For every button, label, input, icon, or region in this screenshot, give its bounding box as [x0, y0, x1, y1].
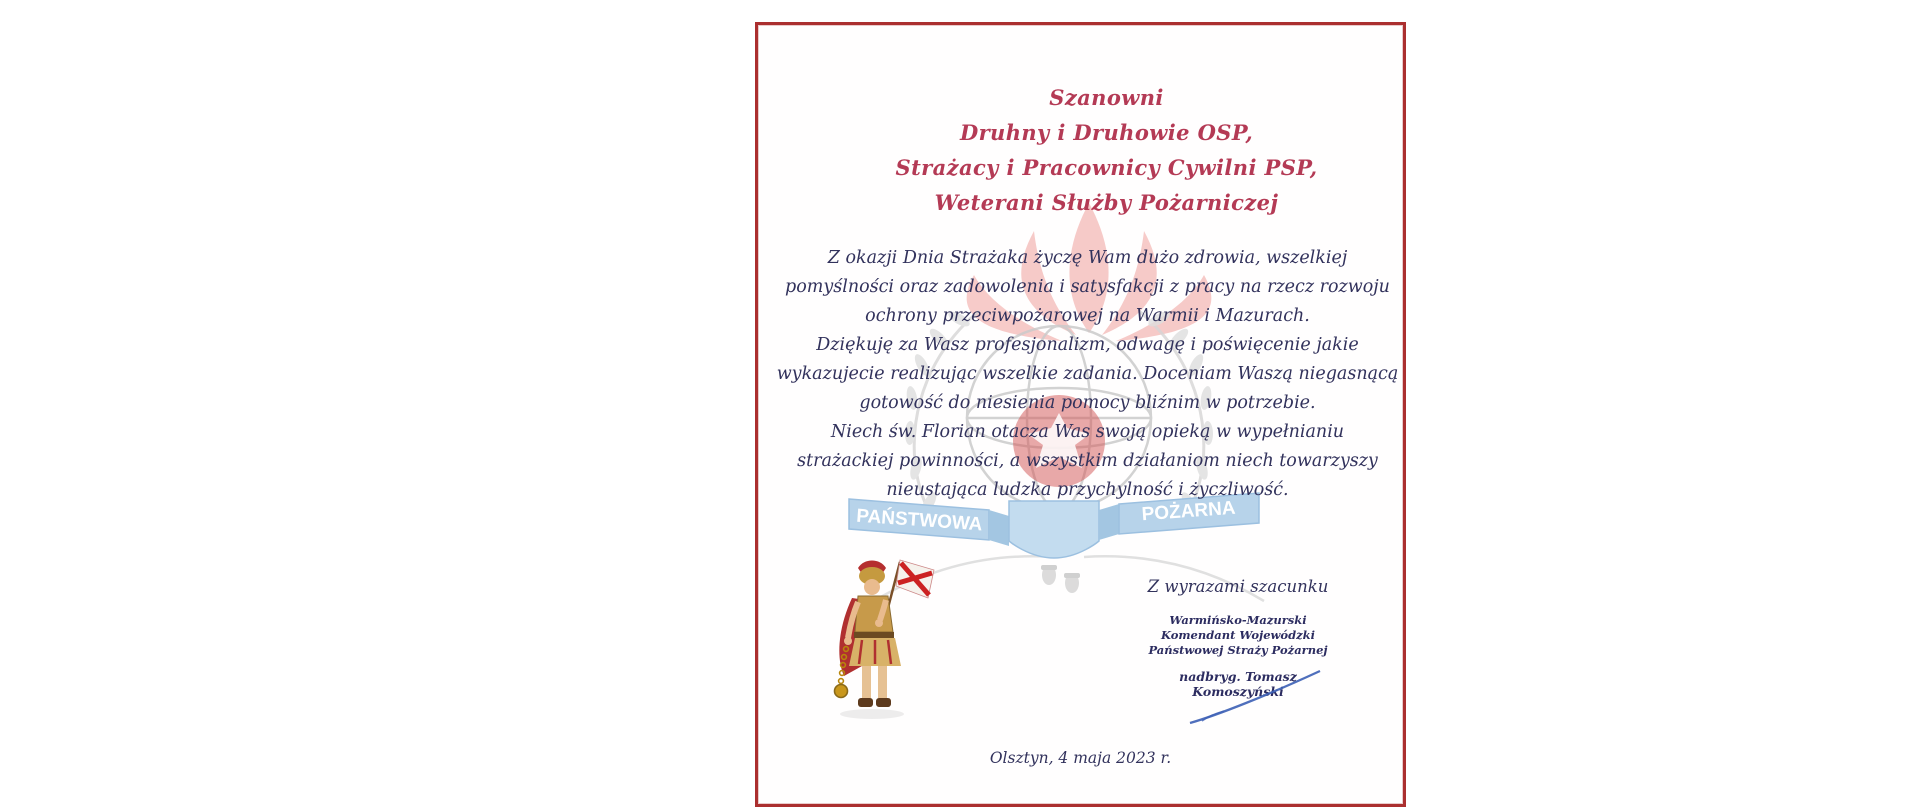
- salutation-line: Druhny i Druhowie OSP,: [959, 120, 1254, 145]
- body-line: wykazujecie realizując wszelkie zadania. Doceniam Waszą niegasnącą: [776, 364, 1399, 384]
- letter-body: [758, 244, 1403, 505]
- signer-office: [1136, 613, 1340, 658]
- greeting-card: [755, 22, 1406, 807]
- body-line: Niech św. Florian otacza Was swoją opieką w wypełnianiu: [830, 422, 1345, 442]
- salutation-line: Strażacy i Pracownicy Cywilni PSP,: [895, 155, 1318, 180]
- body-line: gotowość do niesienia pomocy bliźnim w potrzebie.: [859, 393, 1316, 413]
- watermark-ribbon-right-text: POŻARNA: [1141, 497, 1237, 526]
- body-line: Dziękuję za Wasz profesjonalizm, odwagę i poświęcenie jakie: [816, 335, 1359, 355]
- signer-name: nadbryg. Tomasz Komoszyński: [1179, 669, 1297, 699]
- salutation-line: Szanowni: [1049, 85, 1164, 110]
- body-line: Z okazji Dnia Strażaka życzę Wam dużo zdrowia, wszelkiej: [827, 248, 1348, 268]
- office-line: Komendant Wojewódzki: [1160, 628, 1316, 642]
- body-line: ochrony przeciwpożarowej na Warmii i Mazurach.: [865, 306, 1310, 326]
- acorn-icon: [1041, 565, 1080, 593]
- salutation: [758, 80, 1403, 220]
- body-line: nieustająca ludzka przychylność i życzliwość.: [886, 480, 1289, 500]
- handwritten-signature: [1178, 661, 1338, 733]
- dateline: Olsztyn, 4 maja 2023 r.: [989, 749, 1172, 767]
- closing-phrase: Z wyrazami szacunku: [1147, 577, 1329, 596]
- office-line: Warmińsko-Mazurski: [1169, 613, 1307, 627]
- st-florian-illustration: [808, 556, 936, 730]
- body-line: pomyślności oraz zadowolenia i satysfakcji z pracy na rzecz rozwoju: [785, 277, 1390, 297]
- office-line: Państwowej Straży Pożarnej: [1148, 643, 1328, 657]
- body-line: strażackiej powinności, a wszystkim działaniom niech towarzyszy: [797, 451, 1378, 471]
- watermark-ribbon-left-text: PAŃSTWOWA: [855, 505, 984, 536]
- salutation-line: Weterani Służby Pożarniczej: [934, 190, 1279, 215]
